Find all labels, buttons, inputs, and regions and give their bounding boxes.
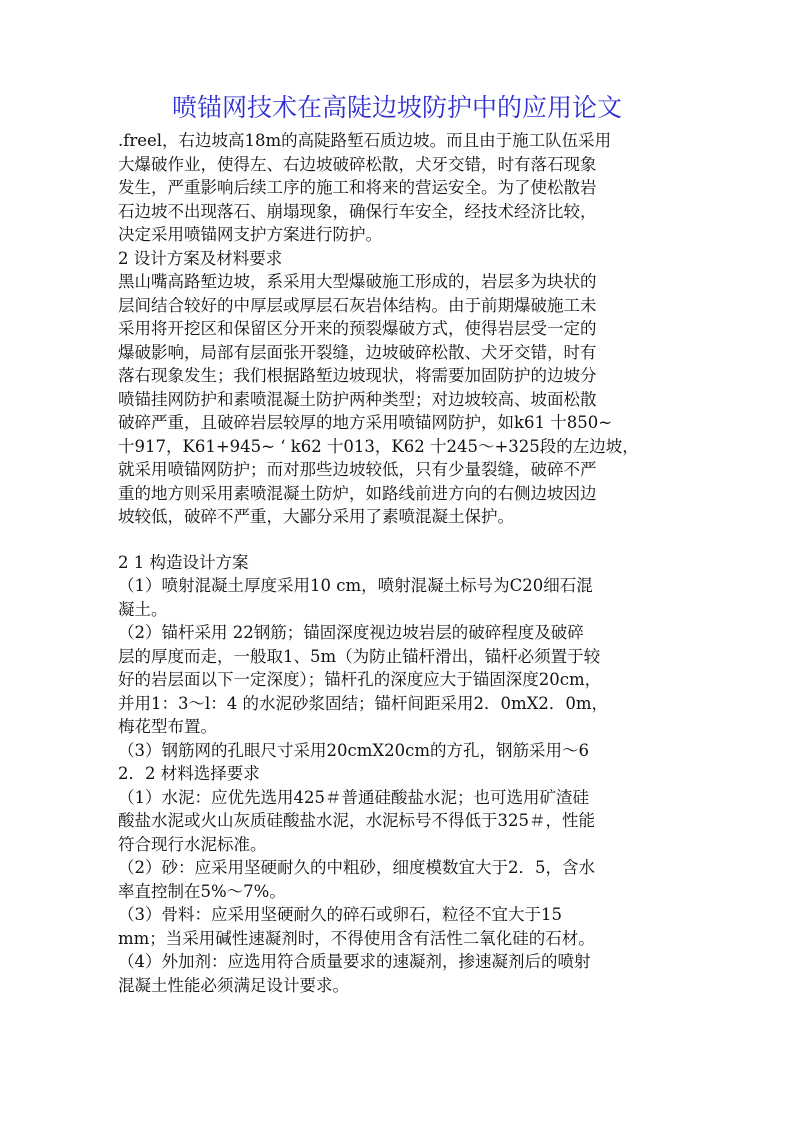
text-line: 采用将开挖区和保留区分开来的预裂爆破方式，使得岩层受一定的 <box>118 319 597 338</box>
text-line: mm；当采用碱性速凝剂时，不得使用含有活性二氧化硅的石材。 <box>118 928 595 948</box>
text-line: （1）喷射混凝土厚度采用10 cm，喷射混凝土标号为C20细石混 <box>118 576 593 595</box>
text-line: 重的地方则采用素喷混凝土防炉，如路线前进方向的右侧边坡因边 <box>118 483 597 503</box>
section-heading: 2 1 构造设计方案 <box>118 552 249 572</box>
text-line: 决定采用喷锚网支护方案进行防护。 <box>118 225 382 244</box>
text-line: 混凝土性能必须满足设计要求。 <box>118 975 349 995</box>
text-line: 发生，严重影响后续工序的施工和将来的营运安全。为了使松散岩 <box>118 178 597 197</box>
text-line: 坡较低，破碎不严重，大鄙分采用了素喷混凝土保护。 <box>118 507 514 526</box>
text-line: 凝土。 <box>118 599 168 619</box>
text-line: 喷锚挂网防护和素喷混凝土防护两种类型；对边坡较高、坡面松散 <box>118 389 597 409</box>
text-line: 大爆破作业，使得左、右边坡破碎松散，犬牙交错，时有落石现象 <box>118 154 597 174</box>
blank-line <box>118 529 678 551</box>
section-heading: 2 设计方案及材料要求 <box>118 248 283 268</box>
text-line: .freel，右边坡高18m的高陡路堑石质边坡。而且由于施工队伍采用 <box>118 131 612 150</box>
text-line: （4）外加剂：应选用符合质量要求的速凝剂，掺速凝剂后的喷射 <box>118 952 591 971</box>
text-line: 石边坡不出现落石、崩塌现象，确保行车安全，经技术经济比较， <box>118 201 597 221</box>
text-line: 层间结合较好的中厚层或厚层石灰岩体结构。由于前期爆破施工未 <box>118 295 597 315</box>
text-line: 符合现行水泥标准。 <box>118 834 267 854</box>
text-line: （2）锚杆采用 22钢筋；锚固深度视边坡岩层的破碎程度及破碎 <box>118 623 584 642</box>
text-line: 十917，K61+945~ ‘ k62 十013，K62 十245～+325段的左边坡， <box>118 436 639 456</box>
text-line: 落右现象发生；我们根据路堑边坡现状，将需要加固防护的边坡分 <box>118 366 597 385</box>
document-title: 喷锚网技术在高陡边坡防护中的应用论文 <box>171 93 622 122</box>
text-line: 就采用喷锚网防护；而对那些边坡较低，只有少量裂缝，破碎不严 <box>118 460 597 479</box>
text-line: 酸盐水泥或火山灰质硅酸盐水泥，水泥标号不得低于325＃，性能 <box>118 811 595 830</box>
text-line: （2）砂：应采用坚硬耐久的中粗砂，细度模数宜大于2．5，含水 <box>118 858 595 877</box>
text-line: （3）骨料：应采用坚硬耐久的碎石或卵石，粒径不宜大于15 <box>118 905 562 924</box>
text-line: 黑山嘴高路堑边坡，系采用大型爆破施工形成的，岩层多为块状的 <box>118 272 597 291</box>
text-line: （1）水泥：应优先选用425＃普通硅酸盐水泥；也可选用矿渣硅 <box>118 787 589 807</box>
text-line: 并用1：3～l：4 的水泥砂浆固结；锚杆间距采用2．0mX2．0m， <box>118 693 609 713</box>
document-body <box>118 129 678 997</box>
text-line: 破碎严重，且破碎岩层较厚的地方采用喷锚网防护，如k61 十850~ <box>118 413 613 432</box>
text-line: 层的厚度而走，一般取1、5m（为防止锚杆滑出，锚杆必须置于较 <box>118 646 601 666</box>
text-line: 好的岩层面以下一定深度）；锚杆孔的深度应大于锚固深度20cm， <box>118 670 602 689</box>
text-line: （3）钢筋网的孔眼尺寸采用20cmX20cm的方孔，钢筋采用～6 <box>118 740 590 760</box>
text-line: 梅花型布置。 <box>118 717 217 736</box>
text-line: 率直控制在5%～7%。 <box>118 881 286 901</box>
text-line: 爆破影响，局部有层面张开裂缝，边坡破碎松散、犬牙交错，时有 <box>118 342 597 362</box>
section-heading: 2．2 材料选择要求 <box>118 764 260 783</box>
